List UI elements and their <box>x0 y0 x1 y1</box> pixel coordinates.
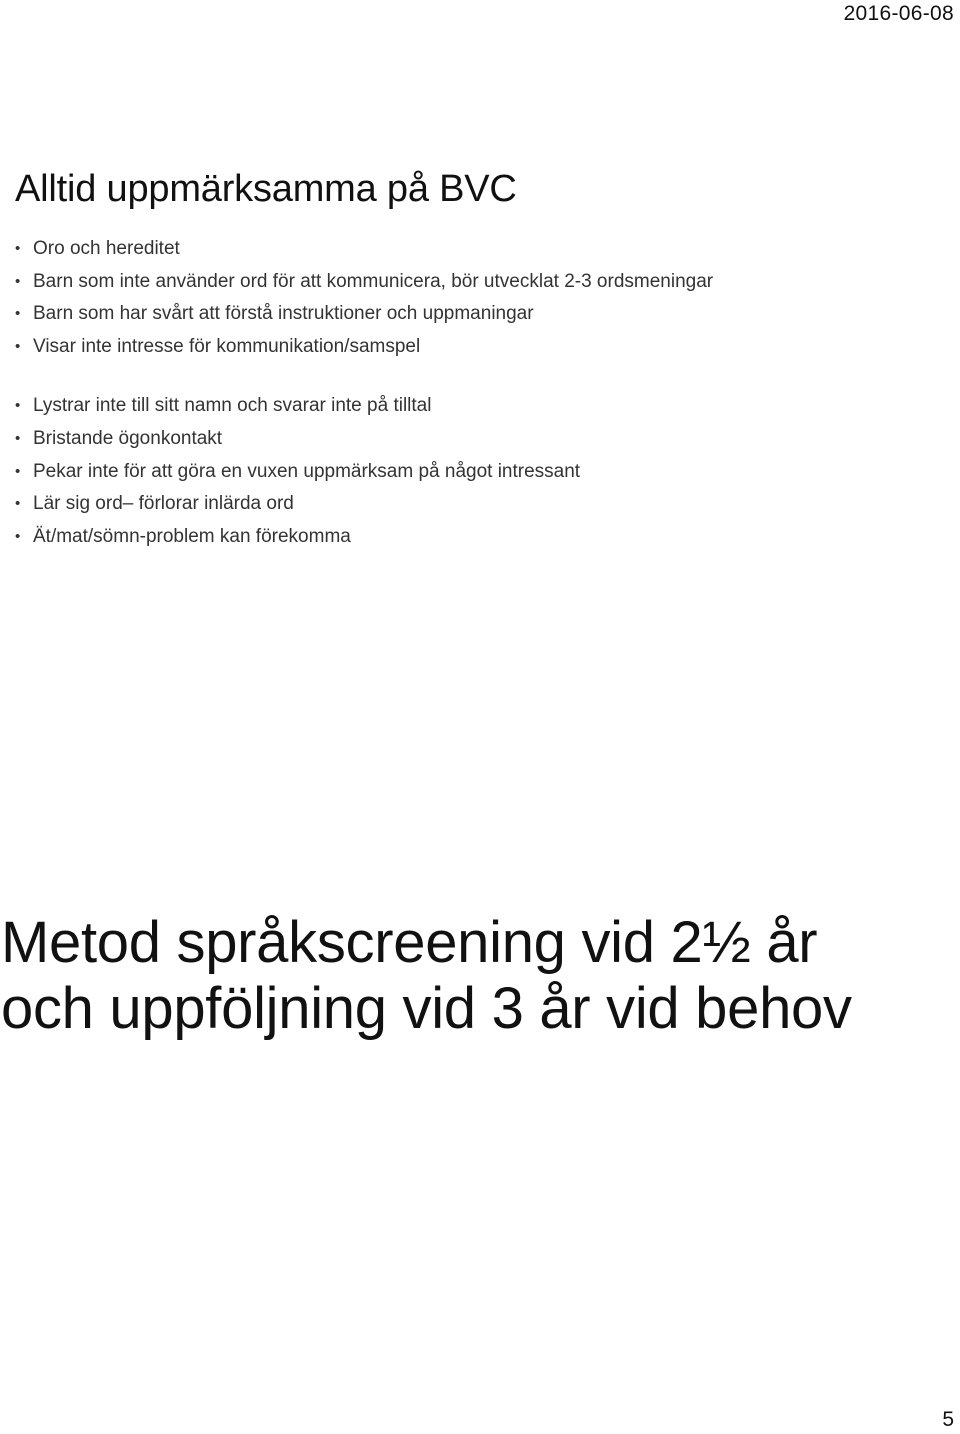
bullet-list <box>15 233 935 553</box>
list-item <box>15 423 935 456</box>
bullet-icon: • <box>15 337 21 355</box>
list-item <box>15 233 935 266</box>
list-item <box>15 488 935 521</box>
list-item <box>15 521 935 554</box>
bullet-icon: • <box>15 462 21 480</box>
list-item-text: Barn som har svårt att förstå instruktioner och uppmaningar <box>33 303 534 325</box>
list-item <box>15 298 935 331</box>
bullet-icon: • <box>15 429 21 447</box>
list-item-text: Barn som inte använder ord för att kommunicera, bör utvecklat 2-3 ordsmeningar <box>33 270 714 292</box>
list-item-text: Visar inte intresse för kommunikation/samspel <box>33 335 421 357</box>
list-item-text: Ät/mat/sömn-problem kan förekomma <box>33 525 351 547</box>
bullet-icon: • <box>15 240 21 257</box>
bullet-icon: • <box>15 495 21 513</box>
bullet-icon: • <box>15 272 21 290</box>
list-item-text: Lystrar inte till sitt namn och svarar inte på tilltal <box>33 395 432 417</box>
slide-title: Alltid uppmärksamma på BVC <box>15 168 517 210</box>
next-slide-title-line: och uppföljning vid 3 år vid behov <box>1 976 852 1041</box>
list-item <box>15 456 935 489</box>
list-item-text: Lär sig ord– förlorar inlärda ord <box>33 493 294 515</box>
list-item <box>15 390 935 423</box>
next-slide-title-line: Metod språkscreening vid 2½ år <box>1 910 818 975</box>
list-item <box>15 266 935 299</box>
bullet-icon: • <box>15 305 21 323</box>
bullet-icon: • <box>15 397 21 415</box>
bullet-icon: • <box>15 527 21 545</box>
list-item-text: Pekar inte för att göra en vuxen uppmärksam på något intressant <box>33 460 581 482</box>
list-item-text: Oro och hereditet <box>33 238 180 259</box>
page-number: 5 <box>942 1408 954 1431</box>
list-item <box>15 331 935 364</box>
slide-date: 2016-06-08 <box>843 2 954 25</box>
next-slide-title <box>1 910 852 1042</box>
list-item-text: Bristande ögonkontakt <box>33 427 223 449</box>
